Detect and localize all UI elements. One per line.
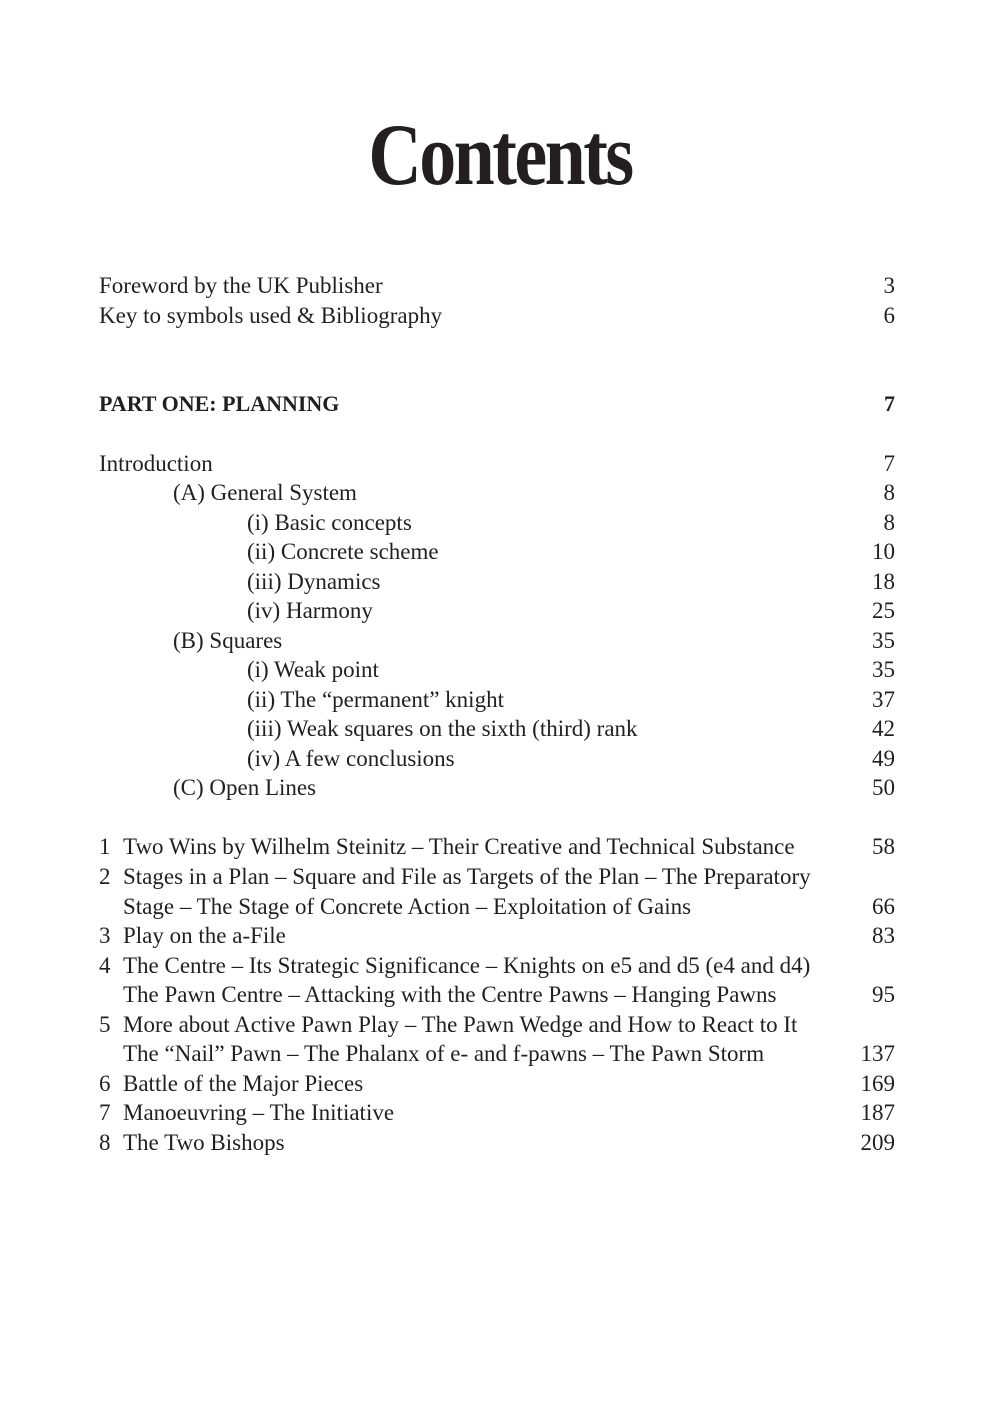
toc-page-number: 187	[860, 1100, 895, 1125]
toc-chapter-number: 7	[99, 1100, 111, 1125]
toc-entry-label: Foreword by the UK Publisher	[99, 273, 383, 298]
toc-entry-key-to-symbols[interactable]	[99, 301, 895, 331]
toc-subsection[interactable]	[99, 567, 895, 597]
toc-section[interactable]	[99, 626, 895, 656]
toc-entry-label: (i) Weak point	[247, 657, 379, 682]
toc-subsection[interactable]	[99, 596, 895, 626]
toc-subsection[interactable]	[99, 655, 895, 685]
toc-section[interactable]	[99, 478, 895, 508]
toc-chapter-6[interactable]	[99, 1069, 895, 1099]
toc-chapter-title: Two Wins by Wilhelm Steinitz – Their Creative and Technical Substance	[123, 834, 795, 859]
toc-entry-label: (B) Squares	[173, 628, 283, 653]
toc-subsection[interactable]	[99, 537, 895, 567]
toc-subsection[interactable]	[99, 508, 895, 538]
toc-chapter-title: The Centre – Its Strategic Significance – Knights on e5 and d5 (e4 and d4)	[123, 953, 811, 978]
toc-entry-label: (iii) Dynamics	[247, 569, 381, 594]
toc-page-number: 169	[860, 1071, 895, 1096]
toc-page-number: 209	[860, 1130, 895, 1155]
toc-section[interactable]	[99, 773, 895, 803]
toc-entry-label: (iii) Weak squares on the sixth (third) rank	[247, 716, 638, 741]
toc-chapter-title: Stages in a Plan – Square and File as Targets of the Plan – The Preparatory	[123, 864, 811, 889]
toc-page-number: 83	[872, 923, 895, 948]
toc-chapter-5-continued[interactable]	[99, 1039, 895, 1069]
toc-entry-label: (C) Open Lines	[173, 775, 317, 800]
toc-page-number: 7	[883, 451, 895, 476]
toc-chapter-4[interactable]	[99, 951, 895, 981]
toc-page-number: 58	[872, 834, 895, 859]
toc-entry-label: Key to symbols used & Bibliography	[99, 303, 443, 328]
toc-chapter-5[interactable]	[99, 1010, 895, 1040]
toc-chapter-7[interactable]	[99, 1098, 895, 1128]
toc-page-number: 95	[872, 982, 895, 1007]
toc-chapter-2-continued[interactable]	[99, 892, 895, 922]
toc-chapter-number: 2	[99, 864, 111, 889]
toc-chapter-number: 3	[99, 923, 111, 948]
toc-chapter-title-continued: The Pawn Centre – Attacking with the Centre Pawns – Hanging Pawns	[123, 982, 777, 1007]
toc-chapter-title: Manoeuvring – The Initiative	[123, 1100, 395, 1125]
toc-entry-introduction[interactable]	[99, 449, 895, 479]
toc-chapter-4-continued[interactable]	[99, 980, 895, 1010]
toc-entry-label: (iv) A few conclusions	[247, 746, 455, 771]
toc-chapter-3[interactable]	[99, 921, 895, 951]
toc-entry-label: (ii) Concrete scheme	[247, 539, 439, 564]
toc-page-number: 25	[872, 598, 895, 623]
toc-page-number: 35	[872, 657, 895, 682]
toc-page-number: 49	[872, 746, 895, 771]
toc-chapter-title: Play on the a-File	[123, 923, 286, 948]
toc-part-heading[interactable]	[99, 389, 895, 419]
toc-entry-label: Introduction	[99, 451, 213, 476]
toc-chapter-8[interactable]	[99, 1128, 895, 1158]
toc-chapter-title: Battle of the Major Pieces	[123, 1071, 364, 1096]
toc-page-number: 7	[884, 391, 895, 416]
toc-subsection[interactable]	[99, 685, 895, 715]
toc-entry-label: (A) General System	[173, 480, 357, 505]
toc-entry-foreword[interactable]	[99, 271, 895, 301]
toc-chapter-number: 8	[99, 1130, 111, 1155]
toc-chapter-title: More about Active Pawn Play – The Pawn Wedge and How to React to It	[123, 1012, 798, 1037]
toc-chapter-2[interactable]	[99, 862, 895, 892]
toc-part-label: PART ONE: PLANNING	[99, 391, 340, 416]
toc-page-number: 37	[872, 687, 895, 712]
toc-chapter-number: 1	[99, 834, 111, 859]
toc-page-number: 8	[883, 480, 895, 505]
toc-page-number: 6	[883, 303, 895, 328]
toc-chapter-title: The Two Bishops	[123, 1130, 285, 1155]
toc-chapter-number: 4	[99, 953, 111, 978]
toc-entry-label: (ii) The “permanent” knight	[247, 687, 504, 712]
toc-page-number: 137	[860, 1041, 895, 1066]
page-title: Contents	[368, 107, 632, 204]
toc-page-number: 42	[872, 716, 895, 741]
toc-chapter-1[interactable]	[99, 832, 895, 862]
toc-entry-label: (iv) Harmony	[247, 598, 373, 623]
toc-page-number: 3	[883, 273, 895, 298]
toc-page-number: 35	[872, 628, 895, 653]
toc-page-number: 50	[872, 775, 895, 800]
toc-chapter-title-continued: The “Nail” Pawn – The Phalanx of e- and f-pawns – The Pawn Storm	[123, 1041, 765, 1066]
toc-subsection[interactable]	[99, 714, 895, 744]
toc-chapter-title-continued: Stage – The Stage of Concrete Action – Exploitation of Gains	[123, 894, 692, 919]
toc-page-number: 8	[883, 510, 895, 535]
toc-page-number: 66	[872, 894, 895, 919]
toc-page-number: 10	[872, 539, 895, 564]
toc-entry-label: (i) Basic concepts	[247, 510, 412, 535]
toc-chapter-number: 6	[99, 1071, 111, 1096]
toc-chapter-number: 5	[99, 1012, 111, 1037]
toc-subsection[interactable]	[99, 744, 895, 774]
toc-page-number: 18	[872, 569, 895, 594]
